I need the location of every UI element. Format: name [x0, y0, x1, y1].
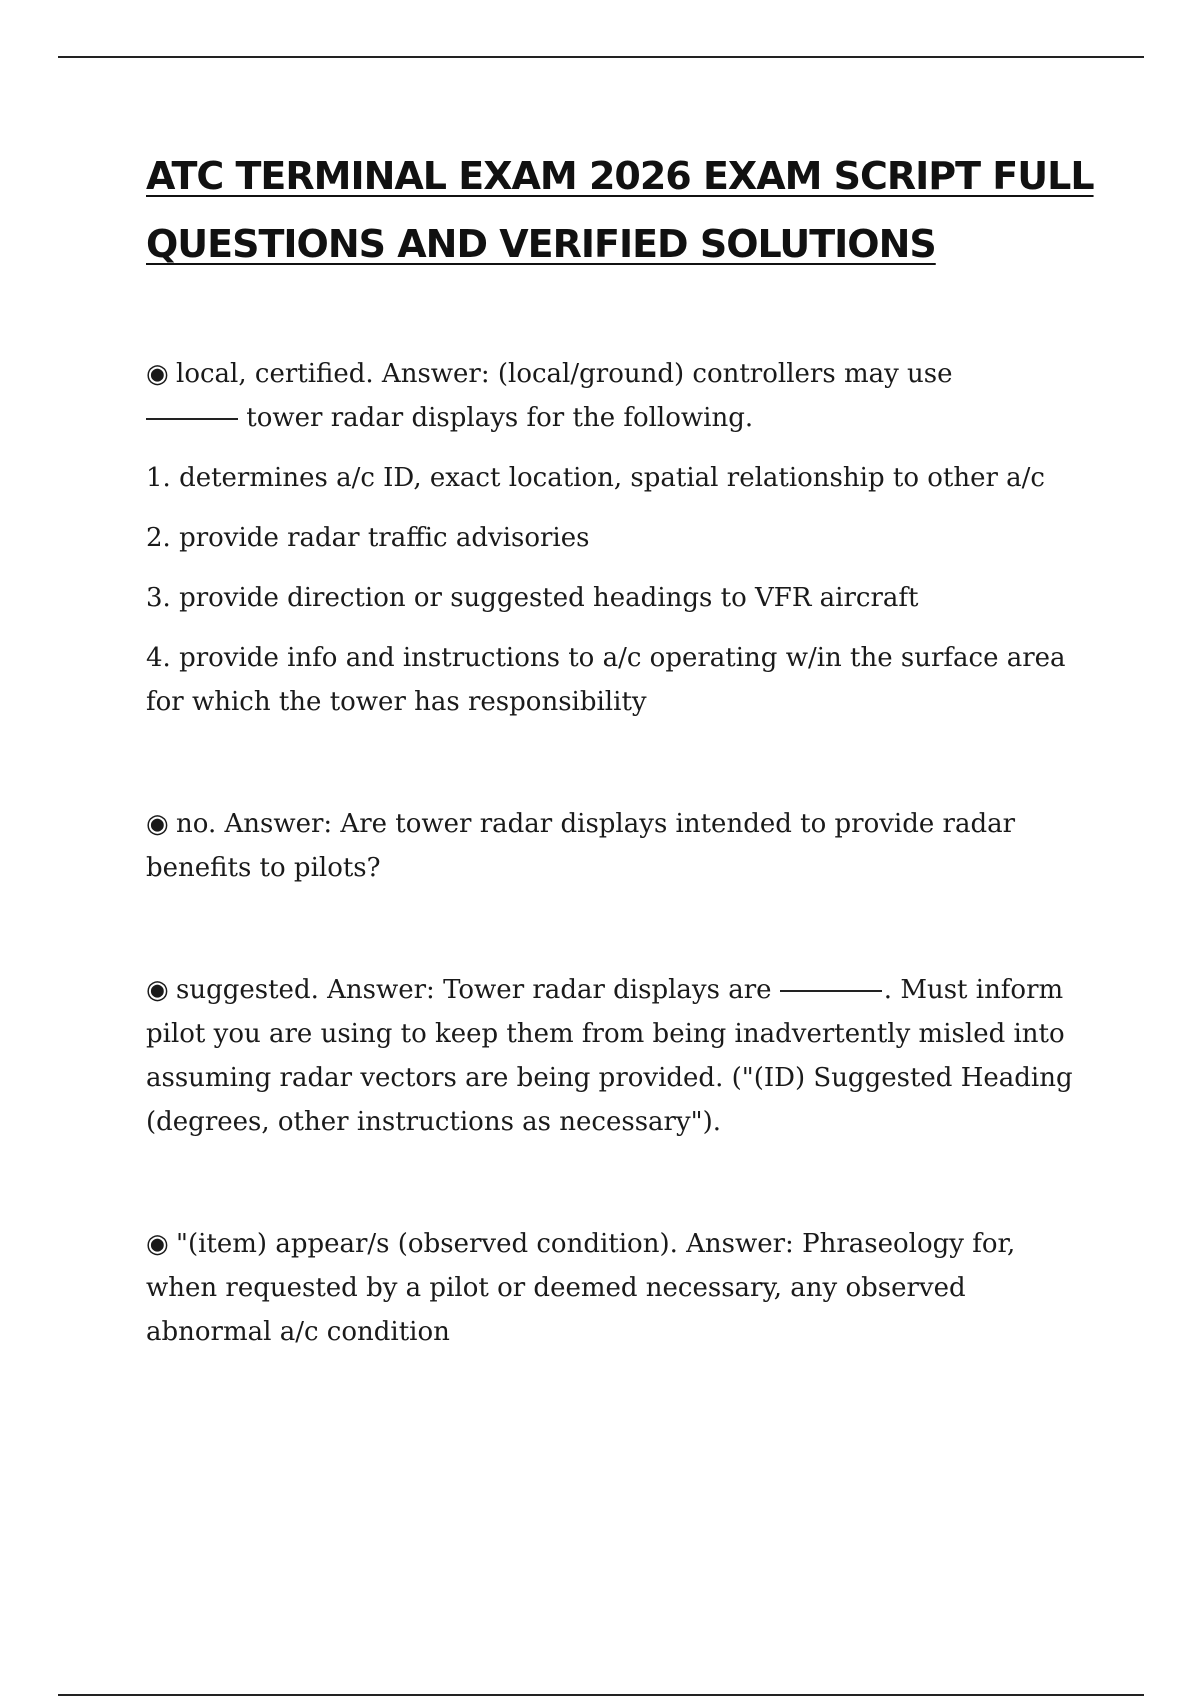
- list-item: 2. provide radar traffic advisories: [146, 523, 590, 553]
- qa-question: ◉ "(item) appear/s (observed condition). Answer: Phraseology for, when requested by a pilot or deemed necessary, any observed abnormal a/c condition: [146, 1222, 1091, 1354]
- answer-blank: [780, 990, 882, 992]
- list-item: 1. determines a/c ID, exact location, spatial relationship to other a/c: [146, 463, 1045, 493]
- qa-item: [146, 968, 1091, 1144]
- qa-item: [146, 1222, 1091, 1354]
- qa-question: ◉ suggested. Answer: Tower radar displays are . Must inform pilot you are using to keep them from being inadvertently misled into assuming radar vectors are being provided. ("(ID) Suggested Heading (degrees, other instructions as necessary").: [146, 968, 1091, 1144]
- bottom-rule: [58, 1694, 1144, 1696]
- document-title: ATC TERMINAL EXAM 2026 EXAM SCRIPT FULL QUESTIONS AND VERIFIED SOLUTIONS: [146, 154, 1094, 266]
- radio-bullet-icon: ◉: [146, 359, 169, 389]
- qa-item: [146, 802, 1091, 890]
- qa-question: ◉ local, certified. Answer: (local/ground) controllers may use tower radar displays for the following.: [146, 352, 1091, 440]
- document-body: [146, 352, 1091, 1354]
- list-item: 3. provide direction or suggested headings to VFR aircraft: [146, 583, 919, 613]
- radio-bullet-icon: ◉: [146, 809, 169, 839]
- radio-bullet-icon: ◉: [146, 975, 169, 1005]
- qa-question: ◉ no. Answer: Are tower radar displays intended to provide radar benefits to pilots?: [146, 802, 1091, 890]
- radio-bullet-icon: ◉: [146, 1229, 169, 1259]
- list-item: 4. provide info and instructions to a/c operating w/in the surface area for which the tower has responsibility: [146, 643, 1066, 717]
- top-rule: [58, 56, 1144, 58]
- answer-blank: [146, 418, 238, 420]
- qa-item: [146, 352, 1091, 724]
